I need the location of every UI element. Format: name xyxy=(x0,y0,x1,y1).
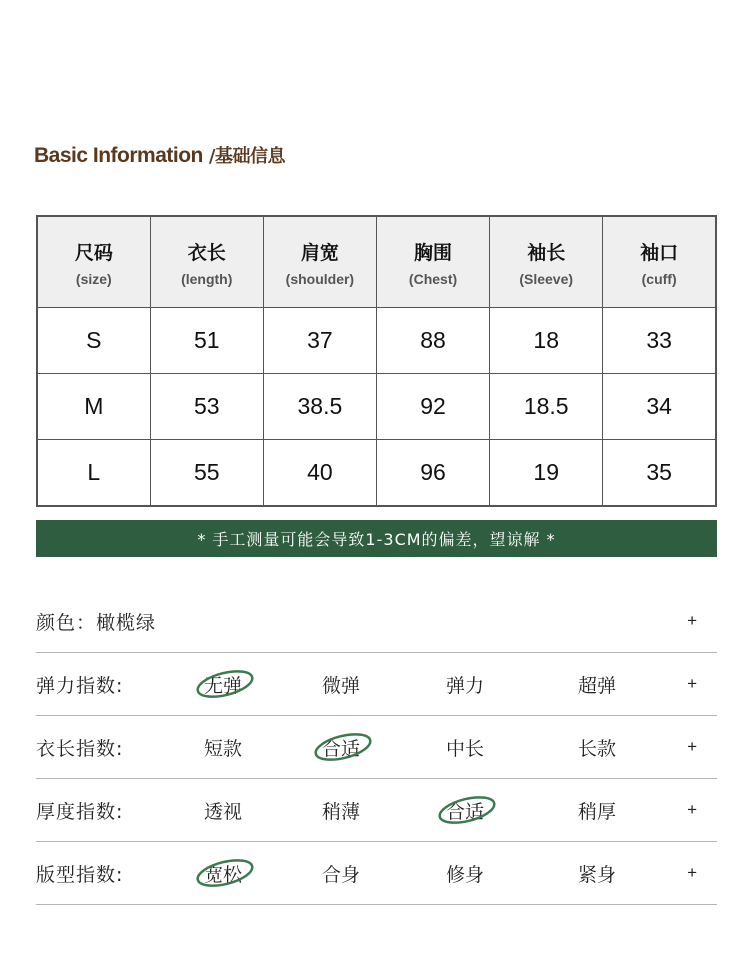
expand-plus-icon[interactable]: + xyxy=(687,674,697,693)
thickness-row xyxy=(36,779,717,842)
option-label: 透视 xyxy=(203,800,242,823)
table-cell: 19 xyxy=(490,440,603,507)
header-cn: 肩宽 xyxy=(300,241,339,264)
header-size xyxy=(37,216,150,308)
table-row xyxy=(37,440,716,507)
header-cn: 尺码 xyxy=(74,241,113,264)
option-label: 长款 xyxy=(577,737,616,760)
selected-circle-mark xyxy=(312,731,374,761)
table-cell: 37 xyxy=(263,308,376,374)
option-label: 合适 xyxy=(296,734,386,761)
table-cell: 53 xyxy=(150,374,263,440)
option-label: 合适 xyxy=(420,797,510,824)
header-cuff xyxy=(603,216,716,308)
table-cell: L xyxy=(37,440,150,507)
header-chest xyxy=(376,216,489,308)
table-cell: 18.5 xyxy=(490,374,603,440)
table-cell: 96 xyxy=(376,440,489,507)
table-cell: 51 xyxy=(150,308,263,374)
option-label: 中长 xyxy=(445,737,484,760)
color-label: 颜色：橄榄绿 xyxy=(36,611,157,634)
option-label: 紧身 xyxy=(577,863,616,886)
heading-en: Basic Information xyxy=(34,144,203,167)
selected-circle-mark xyxy=(194,668,256,698)
option-label: 稍厚 xyxy=(577,800,616,823)
table-row xyxy=(37,374,716,440)
color-row xyxy=(36,590,717,653)
attribute-list xyxy=(36,590,717,905)
header-en: (size) xyxy=(75,270,112,287)
elasticity-row xyxy=(36,653,717,716)
measurement-note-text: * 手工测量可能会导致1-3CM的偏差，望谅解 * xyxy=(197,530,556,549)
option-label: 稍薄 xyxy=(321,800,360,823)
header-sleeve xyxy=(490,216,603,308)
table-cell: 18 xyxy=(490,308,603,374)
fit-row xyxy=(36,842,717,905)
option-label: 修身 xyxy=(445,863,484,886)
header-length xyxy=(150,216,263,308)
option-label: 短款 xyxy=(203,737,242,760)
measurement-note-banner xyxy=(36,520,717,557)
expand-plus-icon[interactable]: + xyxy=(687,863,697,882)
expand-plus-icon[interactable]: + xyxy=(687,737,697,756)
table-row xyxy=(37,308,716,374)
header-en: (shoulder) xyxy=(285,270,355,287)
table-cell: 33 xyxy=(603,308,716,374)
table-cell: 34 xyxy=(603,374,716,440)
table-cell: 38.5 xyxy=(263,374,376,440)
expand-plus-icon[interactable]: + xyxy=(687,800,697,819)
table-cell: 35 xyxy=(603,440,716,507)
header-shoulder xyxy=(263,216,376,308)
expand-plus-icon[interactable]: + xyxy=(687,611,697,630)
header-cn: 袖口 xyxy=(640,241,679,264)
table-cell: S xyxy=(37,308,150,374)
header-en: (Chest) xyxy=(408,270,458,287)
elasticity-label: 弹力指数: xyxy=(36,674,124,697)
table-cell: 92 xyxy=(376,374,489,440)
option-label: 超弹 xyxy=(577,674,616,697)
table-cell: 55 xyxy=(150,440,263,507)
table-cell: 88 xyxy=(376,308,489,374)
length-index-label: 衣长指数: xyxy=(36,737,124,760)
table-cell: M xyxy=(37,374,150,440)
header-en: (length) xyxy=(181,270,233,287)
header-cn: 袖长 xyxy=(527,241,566,264)
header-cn: 衣长 xyxy=(187,241,226,264)
option-label: 微弹 xyxy=(321,674,360,697)
header-en: (cuff) xyxy=(641,270,677,287)
table-cell: 40 xyxy=(263,440,376,507)
option-label: 弹力 xyxy=(445,674,484,697)
size-table xyxy=(36,215,717,507)
option-label: 合身 xyxy=(321,863,360,886)
heading-cn: /基础信息 xyxy=(208,146,285,167)
option-label: 宽松 xyxy=(178,860,268,887)
thickness-label: 厚度指数: xyxy=(36,800,124,823)
length-index-row xyxy=(36,716,717,779)
header-cn: 胸围 xyxy=(414,241,453,264)
selected-circle-mark xyxy=(194,857,256,887)
fit-label: 版型指数: xyxy=(36,863,124,886)
header-en: (Sleeve) xyxy=(519,270,574,287)
size-table-header-row xyxy=(37,216,716,308)
section-heading xyxy=(34,142,285,168)
selected-circle-mark xyxy=(436,794,498,824)
option-label: 无弹 xyxy=(178,671,268,698)
